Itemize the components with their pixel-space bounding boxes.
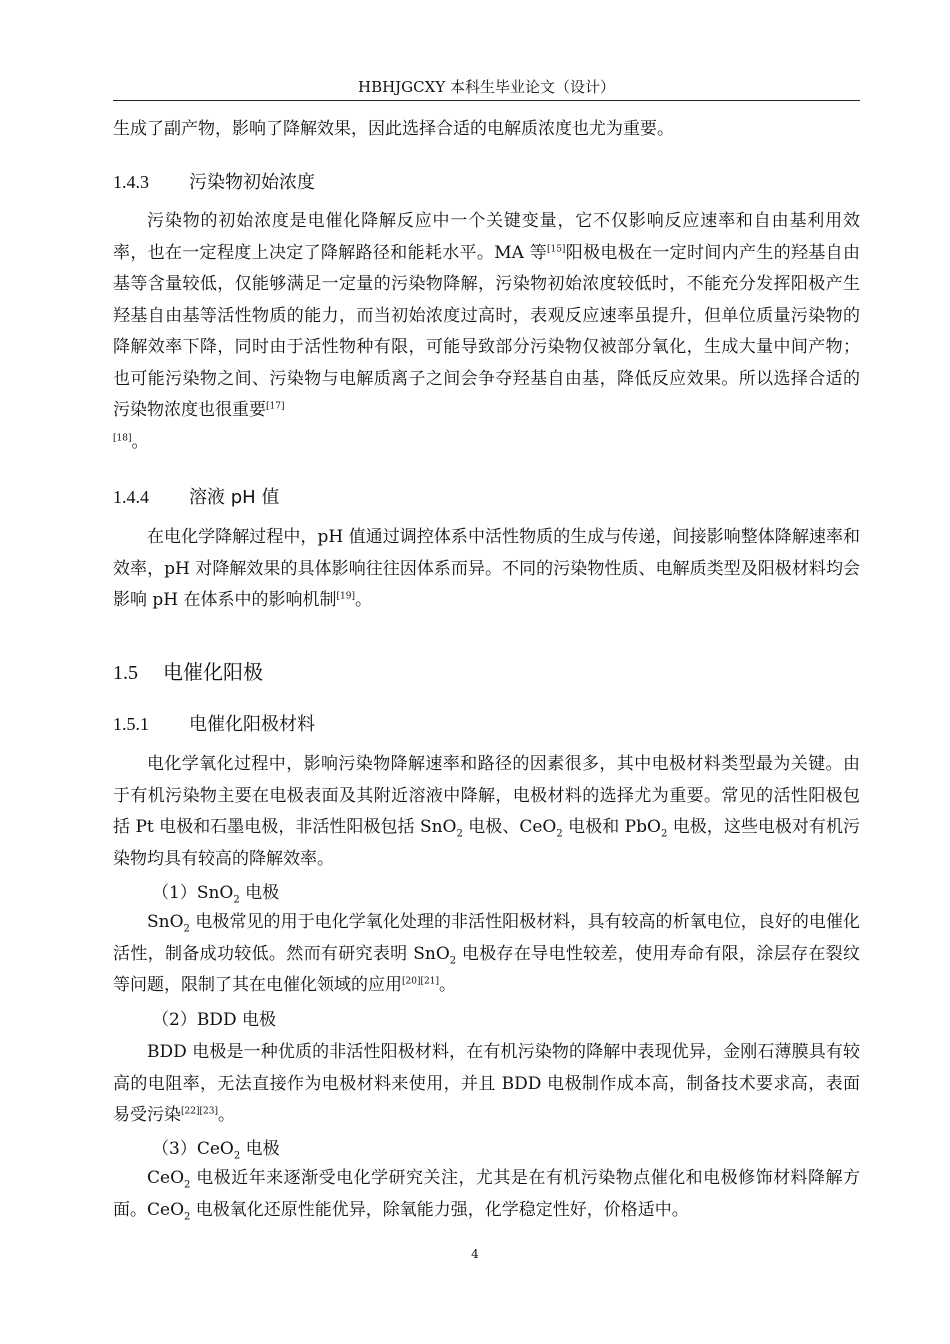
section-number: 1.4.3 — [113, 172, 149, 192]
paragraph-solution-ph: 在电化学降解过程中，pH 值通过调控体系中活性物质的生成与传递，间接影响整体降解速率和效率，pH 对降解效果的具体影响往往因体系而异。不同的污染物性质、电解质类型及阳极材料均会影响 pH 在体系中的影响机制[19]。 — [113, 527, 860, 610]
list-item-sno2-electrode: （1）SnO$_2$ 电极 — [152, 883, 280, 906]
paragraph-initial-concentration: 污染物的初始浓度是电催化降解反应中一个关键变量，它不仅影响反应速率和自由基利用效率，也在一定程度上决定了降解路径和能耗水平。MA 等[15]阳极电极在一定时间内产生的羟基自由基等含量较低，仅能够满足一定量的污染物降解，污染物初始浓度较低时，不能充分发挥阳极产生羟基自由基等活性物质的能力，而当初始浓度过高时，表观反应速率虽提升，但单位质量污染物的降解效率下降，同时由于活性物种有限，可能导致部分污染物仅被部分氧化，生成大量中间产物；也可能污染物之间、污染物与电解质离子之间会争夺羟基自由基，降低反应效果。所以选择合适的污染物浓度也很重要[17] [18]。 — [113, 211, 861, 452]
section-number: 1.5 — [113, 662, 138, 684]
section-title: 电催化阳极材料 — [189, 714, 315, 735]
section-title: 溶液 pH 值 — [189, 487, 280, 508]
section-title: 电催化阳极 — [163, 660, 263, 684]
section-heading-1-4-3 — [113, 169, 315, 196]
citation: [15] — [546, 243, 566, 254]
list-item-ceo2-electrode: （3）CeO$_2$ 电极 — [152, 1139, 280, 1162]
paragraph-bdd-electrode: BDD 电极是一种优质的非活性阳极材料，在有机污染物的降解中表现优异，金刚石薄膜具有较高的电阻率，无法直接作为电极材料来使用，并且 BDD 电极制作成本高，制备技术要求高，表面易受污染[22][23]。 — [113, 1042, 860, 1125]
header-divider — [113, 100, 860, 101]
page-number: 4 — [471, 1247, 479, 1261]
list-item-bdd-electrode: （2）BDD 电极 — [152, 1010, 276, 1030]
section-heading-1-5-1 — [113, 711, 315, 738]
citation: [19] — [336, 591, 355, 602]
page-header: HBHJGCXY 本科生毕业论文（设计） — [357, 78, 615, 96]
citation: [20] — [402, 976, 421, 987]
section-heading-1-4-4 — [113, 484, 279, 511]
citation: [23] — [199, 1106, 218, 1117]
section-heading-1-5 — [113, 658, 263, 687]
section-number: 1.4.4 — [113, 487, 149, 507]
section-number: 1.5.1 — [113, 714, 149, 734]
citation: [21] — [420, 976, 439, 987]
citation: [17] — [266, 401, 285, 412]
paragraph-sno2-electrode: SnO$_2$ 电极常见的用于电化学氧化处理的非活性阳极材料，具有较高的析氧电位，良好的电催化活性，制备成功较低。然而有研究表明 SnO$_2$ 电极存在导电性较差，使用寿命有限，涂层存在裂纹等问题，限制了其在电催化领域的应用[20][21]。 — [113, 912, 860, 995]
citation: [22] — [181, 1106, 200, 1117]
paragraph-anode-materials: 电化学氧化过程中，影响污染物降解速率和路径的因素很多，其中电极材料类型最为关键。由于有机污染物主要在电极表面及其附近溶液中降解，电极材料的选择尤为重要。常见的活性阳极包括 Pt 电极和石墨电极，非活性阳极包括 SnO$_2$ 电极、CeO$_2$ 电极和 PbO$_2$ 电极，这些电极对有机污染物均具有较高的降解效率。 — [113, 754, 860, 869]
paragraph-electrolyte-end: 生成了副产物，影响了降解效果，因此选择合适的电解质浓度也尤为重要。 — [113, 119, 674, 139]
paragraph-ceo2-electrode: CeO$_2$ 电极近年来逐渐受电化学研究关注，尤其是在有机污染物点催化和电极修饰材料降解方面。CeO$_2$ 电极氧化还原性能优异，除氧能力强，化学稳定性好，价格适中。 — [113, 1168, 860, 1222]
section-title: 污染物初始浓度 — [189, 172, 315, 193]
citation: [18] — [113, 432, 132, 443]
